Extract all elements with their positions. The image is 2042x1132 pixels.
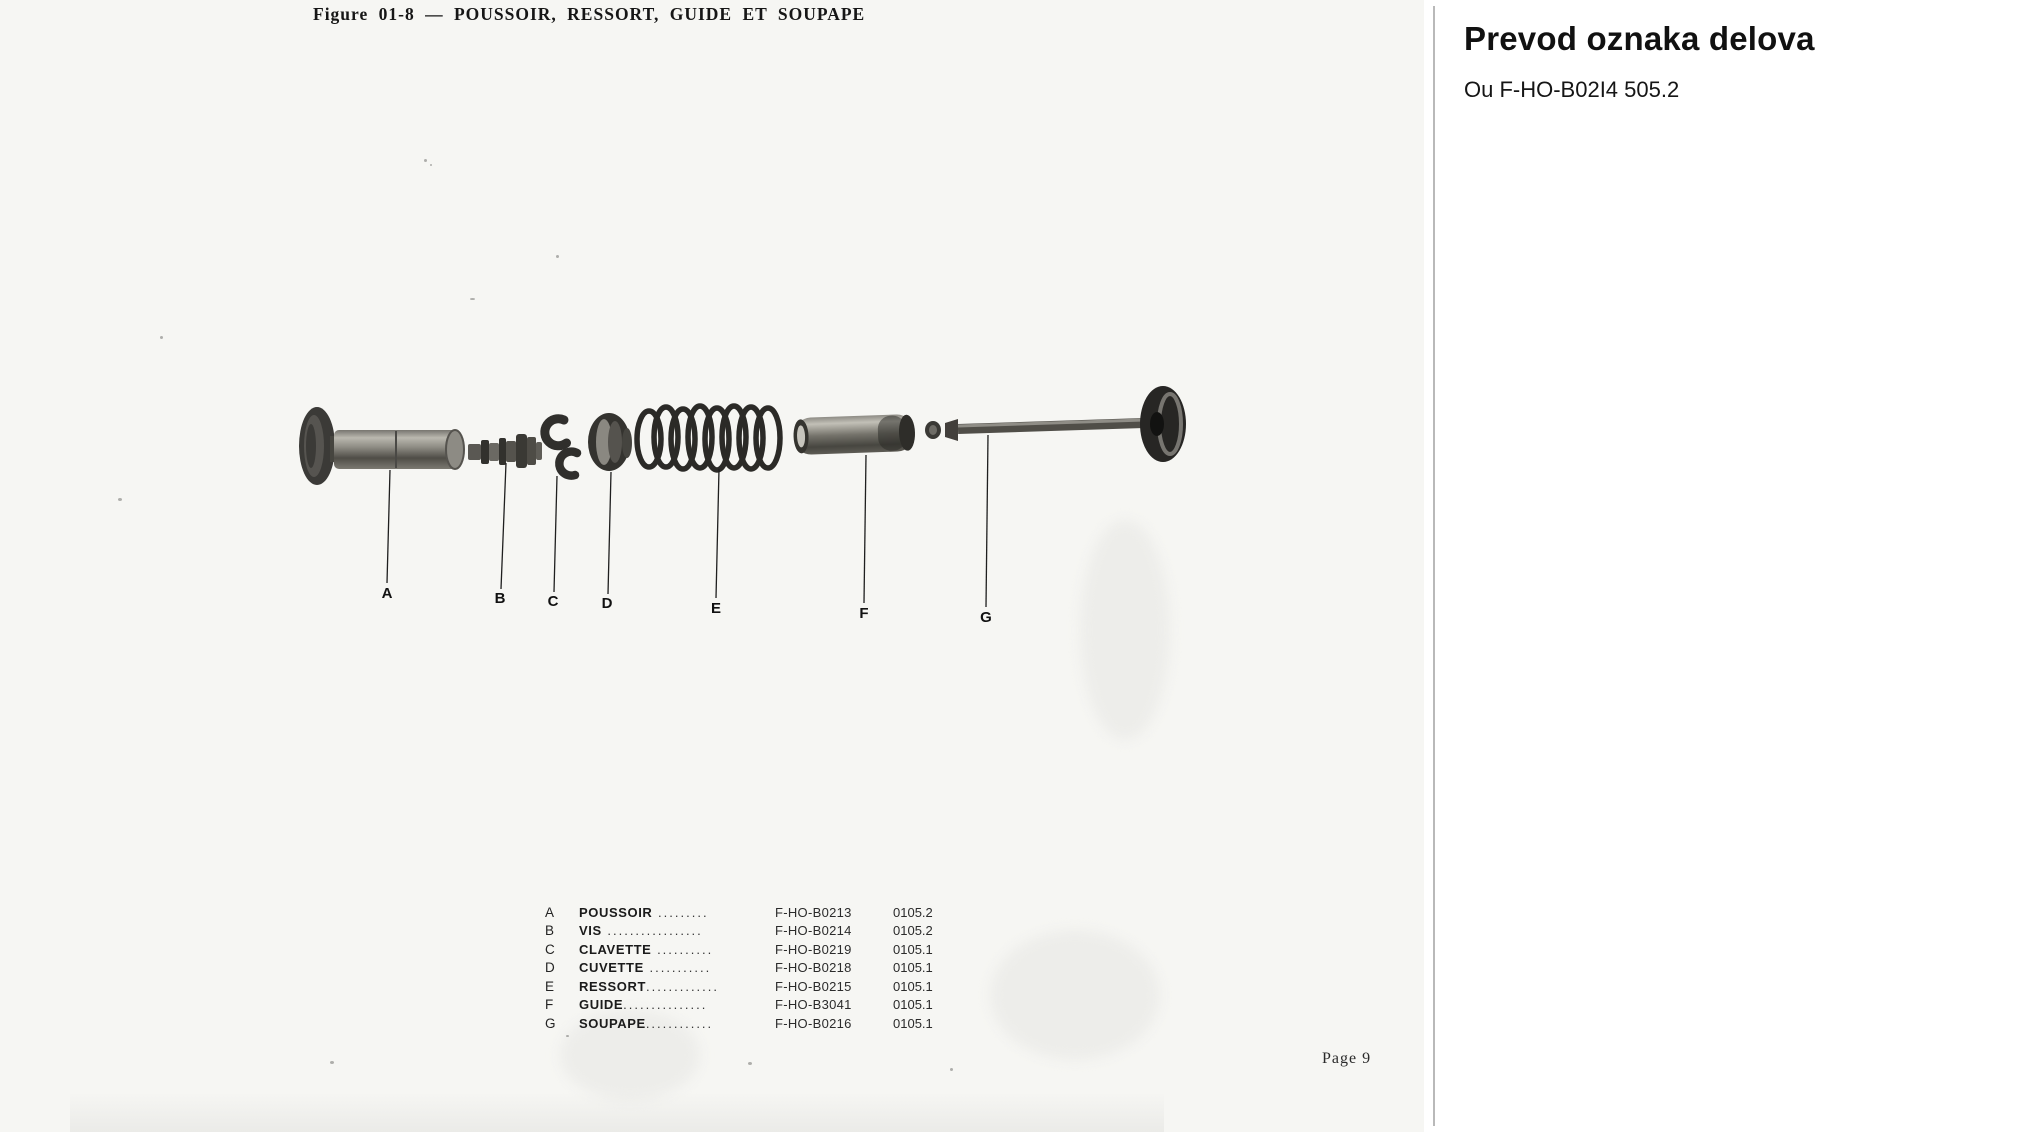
part-name	[579, 960, 775, 975]
part-ref: 0105.2	[893, 923, 933, 939]
table-row	[545, 940, 953, 959]
part-number: F-HO-B0215	[775, 978, 852, 994]
dot-leader: ...............	[623, 997, 708, 1013]
part-e-ressort	[637, 406, 780, 470]
diagram-label-g: G	[980, 609, 992, 626]
part-name-text: CUVETTE	[579, 960, 644, 976]
part-name	[579, 905, 775, 920]
diagram-label-f: F	[859, 605, 869, 622]
scan-speck	[424, 159, 427, 162]
scan-speck	[430, 164, 432, 166]
part-ref: 0105.1	[893, 1015, 933, 1031]
diagram-label-d: D	[601, 595, 613, 612]
diagram-label-b: B	[494, 590, 506, 607]
scan-speck	[160, 336, 163, 339]
diagram-label-a: A	[381, 585, 393, 602]
part-number: F-HO-B0214	[775, 923, 852, 939]
dot-leader: ...........	[643, 960, 712, 976]
diagram-label-c: C	[547, 593, 559, 610]
part-name-text: SOUPAPE	[579, 1015, 646, 1031]
part-name	[579, 1016, 775, 1031]
part-letter: A	[545, 904, 555, 920]
figure-title: Figure 01-8 — POUSSOIR, RESSORT, GUIDE ET SOUPAPE	[313, 4, 866, 24]
part-number: F-HO-B3041	[775, 997, 852, 1013]
part-name-text: CLAVETTE	[579, 941, 652, 957]
diagram-label-e: E	[710, 600, 722, 617]
table-row	[545, 903, 953, 922]
part-number: F-HO-B0219	[775, 941, 852, 957]
part-a-poussoir	[299, 407, 464, 485]
part-ref: 0105.2	[893, 904, 933, 920]
part-name-text: RESSORT	[579, 978, 647, 994]
translation-side-panel	[1436, 0, 2042, 1132]
part-name-text: VIS	[579, 923, 602, 939]
part-b-vis	[468, 434, 542, 468]
part-name	[579, 942, 775, 957]
part-c-clavette	[545, 419, 577, 476]
diagram-callout-letters	[382, 585, 992, 626]
part-number: F-HO-B0218	[775, 960, 852, 976]
table-row	[545, 1014, 953, 1033]
part-name	[579, 923, 775, 938]
part-ref: 0105.1	[893, 997, 933, 1013]
scan-speck	[556, 255, 559, 258]
dot-leader: .............	[646, 978, 720, 994]
leader-lines	[387, 435, 988, 607]
part-ref: 0105.1	[893, 978, 933, 994]
part-f-guide	[793, 414, 916, 455]
page-number: Page 9	[1322, 1050, 1372, 1067]
table-row	[545, 977, 953, 996]
part-name-text: GUIDE	[579, 997, 624, 1013]
table-row	[545, 996, 953, 1015]
part-letter: E	[545, 978, 555, 994]
dot-leader: .........	[652, 904, 709, 920]
part-d-cuvette	[588, 413, 632, 471]
part-name	[579, 997, 775, 1012]
part-name	[579, 979, 775, 994]
side-panel-reference: Ou F-HO-B02I4 505.2	[1464, 77, 1680, 102]
part-letter: C	[545, 941, 555, 957]
panel-divider	[1433, 6, 1435, 1126]
part-name-text: POUSSOIR	[579, 904, 653, 920]
part-ref: 0105.1	[893, 960, 933, 976]
part-letter: D	[545, 960, 555, 976]
scan-speck	[470, 298, 475, 300]
table-row	[545, 922, 953, 941]
part-letter: B	[545, 923, 555, 939]
part-g-soupape	[925, 386, 1186, 462]
dot-leader: .................	[601, 923, 703, 939]
scan-speck	[118, 498, 122, 501]
side-panel-heading: Prevod oznaka delova	[1464, 20, 1815, 57]
scan-speck	[748, 1062, 752, 1065]
part-number: F-HO-B0213	[775, 904, 852, 920]
dot-leader: ............	[645, 1015, 714, 1031]
table-row	[545, 959, 953, 978]
part-letter: F	[545, 997, 554, 1013]
dot-leader: ..........	[651, 941, 714, 957]
part-ref: 0105.1	[893, 941, 933, 957]
part-number: F-HO-B0216	[775, 1015, 852, 1031]
scan-speck	[566, 1035, 569, 1037]
scan-speck	[330, 1061, 334, 1064]
parts-table	[545, 903, 953, 1033]
scan-speck	[950, 1068, 953, 1071]
part-letter: G	[545, 1015, 556, 1031]
